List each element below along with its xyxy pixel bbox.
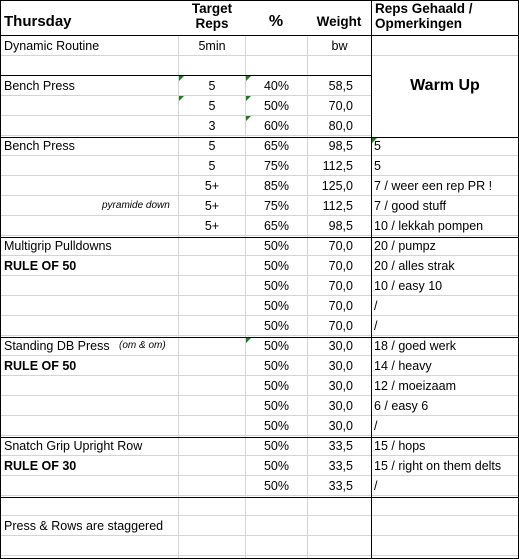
exercise-cell[interactable]: Multigrip Pulldowns (4, 239, 112, 253)
weight-cell[interactable]: 125,0 (321, 179, 353, 193)
target-reps-header: Target Reps (191, 1, 233, 31)
weight-cell[interactable]: 33,5 (328, 479, 353, 493)
exercise-cell[interactable]: Dynamic Routine (4, 39, 100, 53)
notes-cell[interactable]: 7 / weer een rep PR ! (374, 179, 493, 193)
percent-cell[interactable] (246, 496, 307, 516)
day-title: Thursday (4, 13, 72, 30)
exercise-cell[interactable]: Bench Press (4, 139, 75, 153)
warmup-label: Warm Up (410, 77, 480, 94)
target-reps-cell[interactable] (179, 516, 245, 536)
percent-cell[interactable]: 50% (263, 399, 290, 413)
target-reps-cell[interactable]: 5 (208, 99, 216, 113)
percent-cell[interactable]: 40% (263, 79, 290, 93)
target-reps-cell[interactable] (179, 496, 245, 516)
notes-cell[interactable]: 6 / easy 6 (374, 399, 429, 413)
target-reps-cell[interactable] (179, 436, 245, 456)
notes-cell[interactable]: 12 / moeizaam (374, 379, 456, 393)
percent-cell[interactable]: 85% (263, 179, 290, 193)
weight-cell[interactable]: 70,0 (328, 299, 353, 313)
weight-cell[interactable]: 58,5 (328, 79, 353, 93)
target-reps-cell[interactable] (179, 376, 245, 396)
target-reps-cell[interactable]: 5 (208, 79, 216, 93)
weight-cell[interactable]: 33,5 (328, 439, 353, 453)
weight-cell[interactable] (308, 516, 353, 536)
percent-cell[interactable]: 65% (263, 219, 290, 233)
notes-cell[interactable]: 15 / hops (374, 439, 426, 453)
notes-cell[interactable]: 5 (374, 159, 381, 173)
percent-header: % (268, 13, 284, 30)
weight-header: Weight (316, 14, 362, 29)
percent-cell[interactable]: 50% (263, 239, 290, 253)
weight-cell[interactable] (308, 536, 353, 556)
percent-cell[interactable] (246, 536, 307, 556)
target-reps-cell[interactable] (179, 476, 245, 496)
weight-cell[interactable]: 30,0 (328, 399, 353, 413)
target-reps-cell[interactable] (179, 356, 245, 376)
weight-cell[interactable] (308, 496, 353, 516)
target-reps-cell[interactable] (179, 236, 245, 256)
target-reps-cell[interactable]: 5+ (204, 179, 220, 193)
weight-cell[interactable]: 70,0 (328, 259, 353, 273)
notes-cell[interactable]: 10 / easy 10 (374, 279, 443, 293)
target-reps-cell[interactable]: 5 (208, 159, 216, 173)
percent-cell[interactable] (246, 516, 307, 536)
notes-cell[interactable]: / (374, 319, 378, 333)
exercise-cell[interactable]: RULE OF 50 (4, 259, 77, 273)
notes-cell[interactable]: / (374, 299, 378, 313)
exercise-subnote: pyramide down (102, 200, 170, 211)
percent-cell[interactable]: 50% (263, 359, 290, 373)
border-left (0, 0, 1, 559)
percent-cell[interactable]: 50% (263, 459, 290, 473)
notes-cell[interactable]: 20 / alles strak (374, 259, 455, 273)
target-reps-cell[interactable] (179, 56, 245, 76)
exercise-cell[interactable]: RULE OF 30 (4, 459, 77, 473)
notes-cell[interactable]: 15 / right on them delts (374, 459, 502, 473)
percent-cell[interactable]: 50% (263, 279, 290, 293)
exercise-cell[interactable]: Snatch Grip Upright Row (4, 439, 143, 453)
notes-cell[interactable]: 14 / heavy (374, 359, 432, 373)
weight-cell[interactable] (308, 56, 353, 76)
percent-cell[interactable]: 50% (263, 339, 290, 353)
weight-cell[interactable]: 70,0 (328, 279, 353, 293)
percent-cell[interactable]: 75% (263, 159, 290, 173)
target-reps-cell[interactable] (179, 536, 245, 556)
percent-cell[interactable] (246, 56, 307, 76)
target-reps-cell[interactable] (179, 456, 245, 476)
weight-cell[interactable]: bw (331, 39, 348, 53)
notes-cell[interactable]: 7 / good stuff (374, 199, 447, 213)
percent-cell[interactable]: 50% (263, 319, 290, 333)
notes-cell[interactable]: 20 / pumpz (374, 239, 436, 253)
target-reps-cell[interactable] (179, 276, 245, 296)
notes-header: Reps Gehaald / Opmerkingen (375, 1, 473, 31)
notes-cell[interactable]: 18 / goed werk (374, 339, 456, 353)
weight-cell[interactable]: 30,0 (328, 419, 353, 433)
weight-cell[interactable]: 30,0 (328, 339, 353, 353)
percent-cell[interactable] (246, 36, 307, 56)
weight-cell[interactable]: 70,0 (328, 319, 353, 333)
weight-cell[interactable]: 112,5 (322, 199, 353, 213)
target-reps-cell[interactable] (179, 256, 245, 276)
target-reps-cell[interactable] (179, 296, 245, 316)
target-reps-cell[interactable]: 5+ (204, 199, 220, 213)
weight-cell[interactable]: 98,5 (328, 139, 353, 153)
exercise-cell[interactable]: Bench Press (4, 79, 75, 93)
percent-cell[interactable]: 75% (263, 199, 290, 213)
notes-cell[interactable]: 10 / lekkah pompen (374, 219, 484, 233)
target-reps-cell[interactable]: 5min (198, 39, 226, 53)
percent-cell[interactable]: 50% (263, 299, 290, 313)
target-reps-cell[interactable]: 3 (208, 119, 216, 133)
weight-cell[interactable]: 80,0 (328, 119, 353, 133)
weight-cell[interactable]: 98,5 (328, 219, 353, 233)
weight-cell[interactable]: 30,0 (328, 359, 353, 373)
weight-cell[interactable]: 70,0 (328, 99, 353, 113)
notes-cell[interactable]: / (374, 479, 378, 493)
notes-cell[interactable]: / (374, 419, 378, 433)
percent-cell[interactable]: 50% (263, 439, 290, 453)
percent-cell[interactable]: 65% (263, 139, 290, 153)
weight-cell[interactable]: 33,5 (328, 459, 353, 473)
exercise-cell[interactable]: RULE OF 50 (4, 359, 77, 373)
exercise-subnote: (om & om) (119, 340, 166, 351)
percent-cell[interactable]: 60% (263, 119, 290, 133)
target-reps-cell[interactable]: 5+ (204, 219, 220, 233)
target-reps-cell[interactable]: 5 (208, 139, 216, 153)
notes-cell[interactable]: 5 (374, 139, 381, 153)
target-reps-cell[interactable] (179, 416, 245, 436)
target-reps-cell[interactable] (179, 316, 245, 336)
target-reps-cell[interactable] (179, 336, 245, 356)
exercise-cell[interactable]: Press & Rows are staggered (4, 519, 164, 533)
exercise-cell[interactable]: Standing DB Press (4, 339, 110, 353)
percent-cell[interactable]: 50% (263, 259, 290, 273)
weight-cell[interactable]: 112,5 (322, 159, 353, 173)
percent-cell[interactable]: 50% (263, 419, 290, 433)
target-reps-cell[interactable] (179, 396, 245, 416)
weight-cell[interactable]: 70,0 (328, 239, 353, 253)
weight-cell[interactable]: 30,0 (328, 379, 353, 393)
percent-cell[interactable]: 50% (263, 99, 290, 113)
percent-cell[interactable]: 50% (263, 379, 290, 393)
percent-cell[interactable]: 50% (263, 479, 290, 493)
